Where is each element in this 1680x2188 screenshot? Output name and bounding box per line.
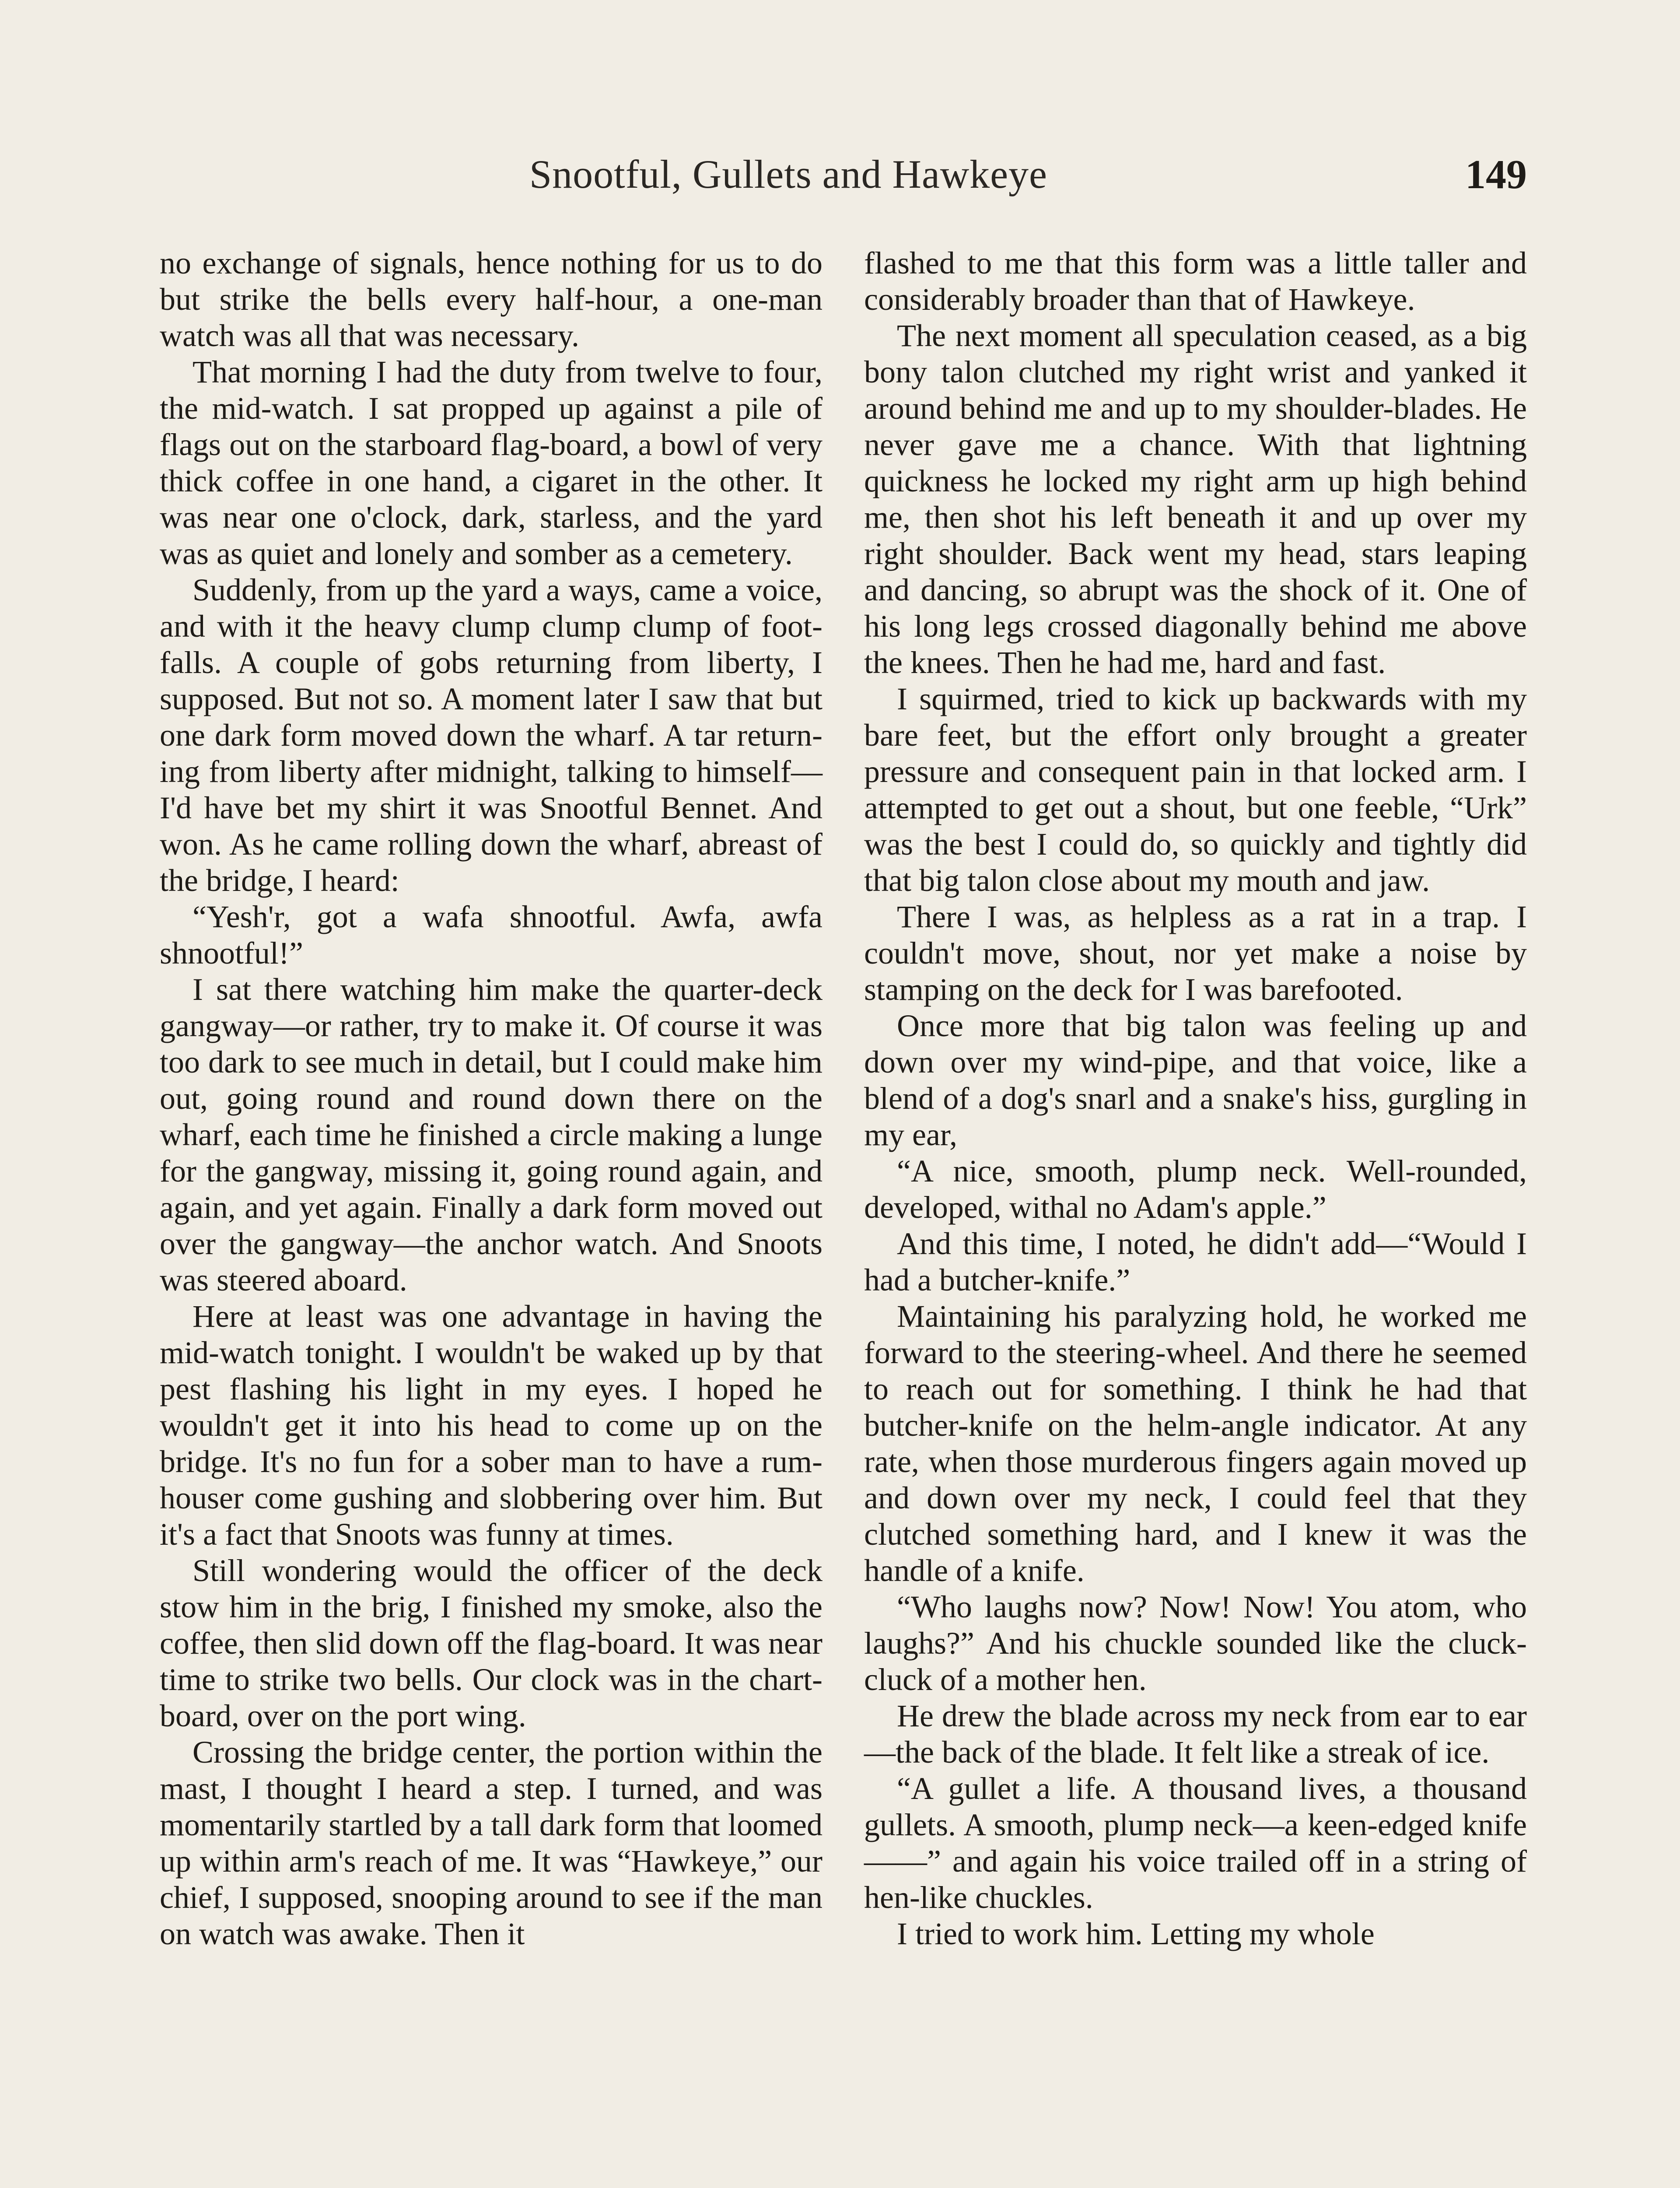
paragraph: Crossing the bridge center, the portion within the mast, I thought I heard a step. I turned, and was momentarily startled by a tall dark form that loomed up within arm's reach of me. It was “Hawkeye,” our chief, I supposed, snooping around to see if the man on watch was awake. Then it [160,1735,822,1951]
paragraph: “Yesh'r, got a wafa shnootful. Awfa, awfa shnootful!” [160,899,822,971]
paragraph: I sat there watching him make the quarter-deck gangway—or rather, try to make it. Of course it was too dark to see much in detail, but I could make him out, going round and round down there on the wharf, each time he finished a circle making a lunge for the gangway, missing it, going round again, and again, and yet again. Finally a dark form moved out over the gangway—the anchor watch. And Snoots was steered aboard. [160,972,822,1297]
paragraph: I tried to work him. Letting my whole [897,1916,1375,1951]
paragraph: That morning I had the duty from twelve to four, the mid-watch. I sat propped up against a pile of flags out on the starboard flag-board, a bowl of very thick coffee in one hand, a cigaret in the other. It was near one o'clock, dark, starless, and the yard was as quiet and lonely and somber as a cemetery. [160,354,822,571]
paragraph: And this time, I noted, he didn't add—“Would I had a butcher-knife.” [864,1226,1527,1297]
paragraph: There I was, as helpless as a rat in a trap. I couldn't move, shout, nor yet make a noise by stamping on the deck for I was barefooted. [864,899,1527,1007]
paragraph: I squirmed, tried to kick up backwards with my bare feet, but the effort only brought a greater pressure and consequent pain in that locked arm. I attempted to get out a shout, but one feeble, “Urk” was the best I could do, so quickly and tightly did that big talon close about my mouth and jaw. [864,681,1527,898]
running-title: Snootful, Gullets and Hawkeye [529,152,1047,196]
running-head [158,151,1527,208]
paragraph: “A nice, smooth, plump neck. Well-rounded, developed, withal no Adam's apple.” [864,1154,1527,1225]
paragraph: Once more that big talon was feeling up and down over my wind-pipe, and that voice, like a blend of a dog's snarl and a snake's hiss, gurgling in my ear, [864,1008,1527,1152]
paragraph: “Who laughs now? Now! Now! You atom, who laughs?” And his chuckle sounded like the cluck-cluck of a mother hen. [864,1589,1527,1697]
paragraph: Maintaining his paralyzing hold, he worked me forward to the steering-wheel. And there he seemed to reach out for something. I think he had that butcher-knife on the helm-angle indicator. At any rate, when those murderous fingers again moved up and down over my neck, I could feel that they clutched something hard, and I knew it was the handle of a knife. [864,1299,1527,1588]
paragraph: “A gullet a life. A thousand lives, a thousand gullets. A smooth, plump neck—a keen-edged knife——” and again his voice trailed off in a string of hen-like chuckles. [864,1771,1527,1915]
paragraph: no exchange of signals, hence nothing for us to do but strike the bells every half-hour, a one-man watch was all that was necessary. [160,245,822,353]
paragraph: flashed to me that this form was a little taller and considerably broader than that of Hawkeye. [864,245,1527,317]
paragraph: Suddenly, from up the yard a ways, came a voice, and with it the heavy clump clump clump of foot-falls. A couple of gobs returning from liberty, I supposed. But not so. A moment later I saw that but one dark form moved down the wharf. A tar returning from liberty after midnight, talking to himself—I'd have bet my shirt it was Snootful Bennet. And won. As he came rolling down the wharf, abreast of the bridge, I heard: [160,572,822,898]
paragraph: He drew the blade across my neck from ear to ear—the back of the blade. It felt like a streak of ice. [864,1698,1527,1770]
paragraph: Here at least was one advantage in having the mid-watch tonight. I wouldn't be waked up by that pest flashing his light in my eyes. I hoped he wouldn't get it into his head to come up on the bridge. It's no fun for a sober man to have a rum-houser come gushing and slobbering over him. But it's a fact that Snoots was funny at times. [160,1299,822,1552]
left-column [160,245,822,1952]
paragraph: The next moment all speculation ceased, as a big bony talon clutched my right wrist and yanked it around behind me and up to my shoulder-blades. He never gave me a chance. With that lightning quickness he locked my right arm up high behind me, then shot his left beneath it and up over my right shoulder. Back went my head, stars leaping and dancing, so abrupt was the shock of it. One of his long legs crossed diagonally behind me above the knees. Then he had me, hard and fast. [864,318,1527,680]
page-number: 149 [1465,152,1527,197]
paragraph: Still wondering would the officer of the deck stow him in the brig, I finished my smoke, also the coffee, then slid down off the flag-board. It was near time to strike two bells. Our clock was in the chartboard, over on the port wing. [160,1553,822,1733]
right-column [864,245,1527,1952]
